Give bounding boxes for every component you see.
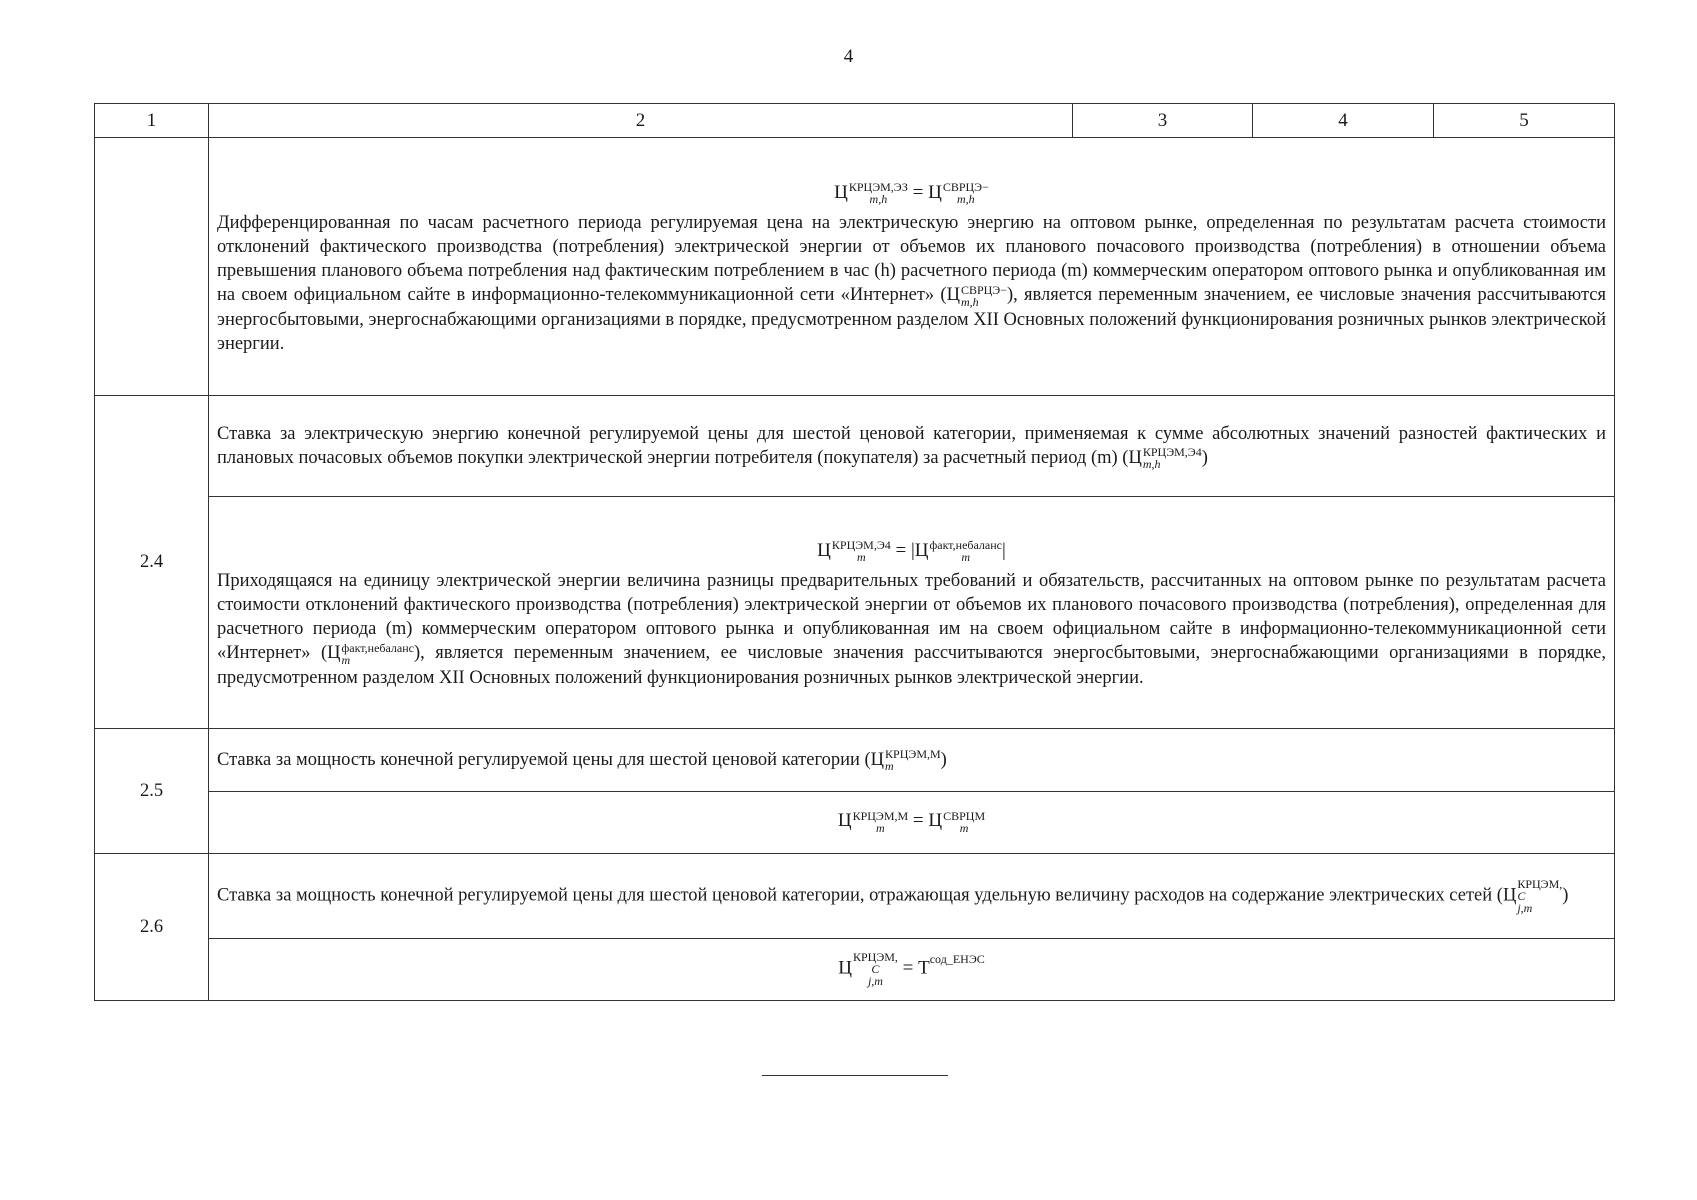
description-text: Ставка за мощность конечной регулируемой цены для шестой ценовой категории, отражающая удельную величину расходов на содержание электрических сетей (Ц КРЦЭМ, С j,m ) (217, 877, 1569, 915)
row-number (95, 138, 209, 396)
description-text: Ставка за электрическую энергию конечной регулируемой цены для шестой ценовой категории, применяемая к сумме абсолютных значений разностей фактических и плановых почасовых объемов покупки электрической энергии потребителя (покупателя) за расчетный период (m) (Ц КРЦЭМ,Э4 m,h ) (217, 423, 1606, 472)
header-col-5: 5 (1434, 104, 1615, 138)
row-content (209, 854, 1615, 939)
row-content (209, 939, 1615, 1001)
row-number: 2.4 (95, 396, 209, 729)
row-content (209, 396, 1615, 497)
table-row (95, 729, 1615, 792)
row-number: 2.6 (95, 854, 209, 1001)
header-col-4: 4 (1253, 104, 1434, 138)
formula-e3: Ц КРЦЭМ,ЭЗ m,h = Ц СВРЦЭ− m,h (834, 180, 989, 207)
row-number: 2.5 (95, 729, 209, 854)
description-text: Приходящаяся на единицу электрической энергии величина разницы предварительных требований и обязательств, рассчитанных на оптовом рынке по результатам расчета стоимости отклонений фактического производства (потребления) электрической энергии от объемов их планового почасового производства (потребления), определенная для расчетного периода (m) коммерческим оператором оптового рынка и опубликованная им на своем официальном сайте в информационно-телекоммуникационной сети «Интернет» (Ц факт,небаланс m ), является переменным значением, ее числовые значения рассчитываются энергосбытовыми, энергоснабжающими организациями в порядке, предусмотренном разделом XII Основных положений функционирования розничных рынков электрической энергии. (217, 571, 1606, 689)
row-content (209, 138, 1615, 396)
row-content (209, 729, 1615, 792)
table-header-row (95, 104, 1615, 138)
table-row (95, 854, 1615, 939)
table-row (95, 396, 1615, 497)
formula-e4: Ц КРЦЭМ,Э4 m = |Ц факт,небаланс m | (817, 538, 1006, 565)
table-row (95, 939, 1615, 1001)
page-number: 4 (843, 46, 854, 67)
footer-divider (762, 1075, 948, 1076)
header-col-3: 3 (1073, 104, 1253, 138)
header-col-1: 1 (95, 104, 209, 138)
table-row (95, 497, 1615, 729)
description-text: Дифференцированная по часам расчетного периода регулируемая цена на электрическую энергию на оптовом рынке, определенная по результатам расчета стоимости отклонений фактического производства (потребления) электрической энергии от объемов их планового почасового производства (потребления) в отношении объема превышения планового объема потребления над фактическим потреблением в час (h) расчетного периода (m) коммерческим оператором оптового рынка и опубликованная им на своем официальном сайте в информационно-телекоммуникационной сети «Интернет» (Ц СВРЦЭ− m,h ), является переменным значением, ее числовые значения рассчитываются энергосбытовыми, энергоснабжающими организациями в порядке, предусмотренном разделом XII Основных положений функционирования розничных рынков электрической энергии. (217, 213, 1606, 355)
table-row (95, 138, 1615, 396)
formula-c: Ц КРЦЭМ, С j,m = $Т^{сод\_ЕНЭС}$ (838, 949, 985, 988)
header-col-2: 2 (209, 104, 1073, 138)
row-content (209, 497, 1615, 729)
tariff-table (94, 103, 1615, 1001)
table-row (95, 792, 1615, 854)
formula-m: Ц КРЦЭМ,М m = Ц СВРЦМ m (837, 808, 986, 835)
row-content (209, 792, 1615, 854)
description-text: Ставка за мощность конечной регулируемой цены для шестой ценовой категории (Ц КРЦЭМ,М m ) (217, 747, 947, 774)
